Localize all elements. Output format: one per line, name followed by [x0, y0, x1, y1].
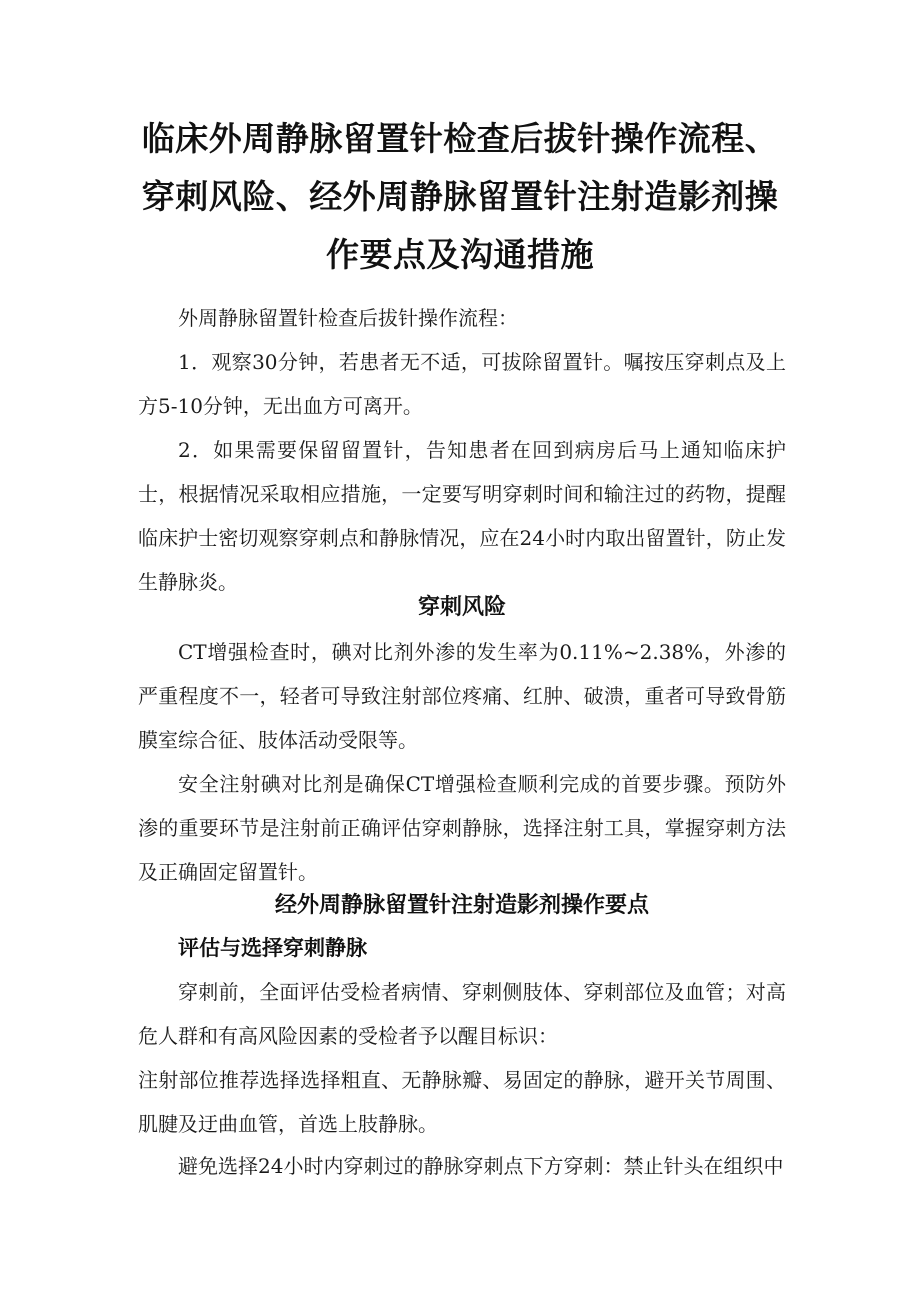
section2-para2: 安全注射碘对比剂是确保CT增强检查顺利完成的首要步骤。预防外渗的重要环节是注射前正确评估穿刺静脉，选择注射工具，掌握穿刺方法及正确固定留置针。: [138, 772, 786, 884]
section3-heading: 经外周静脉留置针注射造影剂操作要点: [274, 893, 649, 918]
section3-para3: 避免选择24小时内穿刺过的静脉穿刺点下方穿刺：禁止针头在组织中: [178, 1154, 784, 1178]
section3-subheading: 评估与选择穿刺静脉: [178, 936, 367, 960]
section1-step2: 2．如果需要保留留置针，告知患者在回到病房后马上通知临床护士，根据情况采取相应措施，一定要写明穿刺时间和输注过的药物，提醒临床护士密切观察穿刺点和静脉情况，应在24小时内取出留置针，防止发生静脉炎。: [138, 438, 786, 594]
title-line-2: 穿刺风险、经外周静脉留置针注射造影剂操: [141, 177, 779, 216]
section1-intro: 外周静脉留置针检查后拔针操作流程：: [178, 306, 518, 330]
document-title: [120, 110, 800, 284]
section1-step1: 1．观察30分钟，若患者无不适，可拔除留置针。嘱按压穿刺点及上方5-10分钟，无出血方可离开。: [138, 350, 786, 418]
title-line-1: 临床外周静脉留置针检查后拔针操作流程、: [141, 119, 779, 158]
section2-heading: 穿刺风险: [417, 595, 506, 620]
section2-para1: CT增强检查时，碘对比剂外渗的发生率为0.11%~2.38%，外渗的严重程度不一，轻者可导致注射部位疼痛、红肿、破溃，重者可导致骨筋膜室综合征、肢体活动受限等。: [138, 640, 786, 752]
title-line-3: 作要点及沟通措施: [326, 235, 594, 274]
section3-para1: 穿刺前，全面评估受检者病情、穿刺侧肢体、穿刺部位及血管；对高危人群和有高风险因素的受检者予以醒目标识：: [138, 980, 786, 1048]
section3-para2: 注射部位推荐选择选择粗直、无静脉瓣、易固定的静脉，避开关节周围、肌腱及迂曲血管，首选上肢静脉。: [138, 1068, 786, 1136]
